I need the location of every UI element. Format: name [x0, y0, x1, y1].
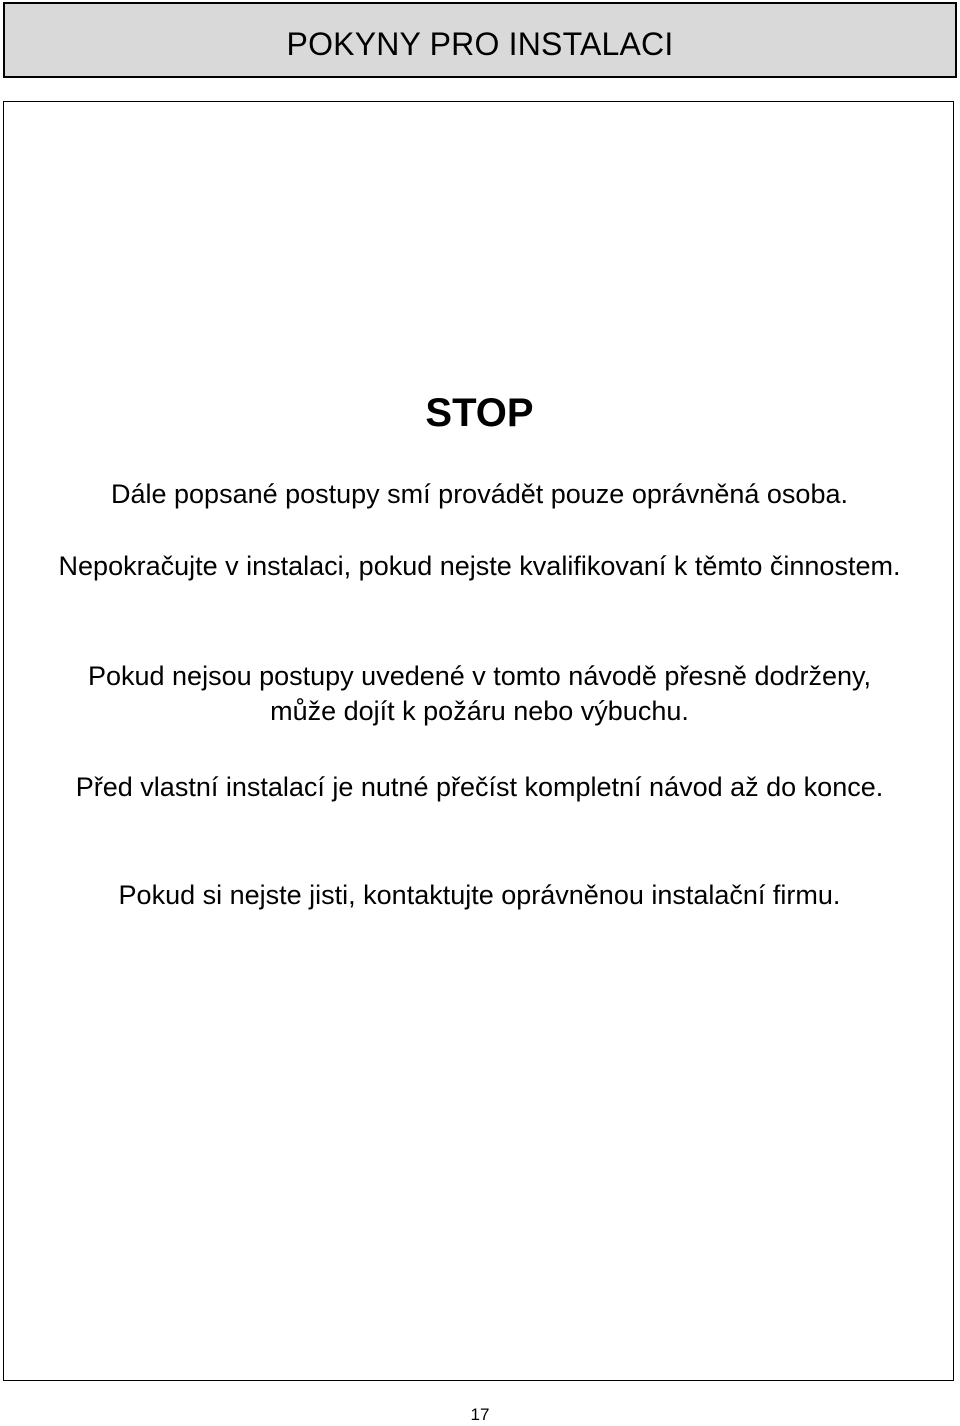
- page-number: 17: [470, 1405, 490, 1424]
- section-title: POKYNY PRO INSTALACI: [286, 26, 674, 62]
- notice-paragraph-read-manual: Před vlastní instalací je nutné přečíst kompletní návod až do konce.: [75, 772, 884, 802]
- section-header: [3, 2, 957, 78]
- notice-paragraph-qualified: Nepokračujte v instalaci, pokud nejste kvalifikovaní k těmto činnostem.: [58, 551, 901, 581]
- notice-paragraph-contact: Pokud si nejste jisti, kontaktujte oprávněnou instalační firmu.: [118, 880, 841, 910]
- stop-notice-box: [3, 101, 954, 1381]
- stop-heading: STOP: [425, 391, 534, 435]
- notice-paragraph-authorized: Dále popsané postupy smí provádět pouze oprávněná osoba.: [110, 479, 848, 509]
- notice-paragraph-fire-risk: Pokud nejsou postupy uvedené v tomto návodě přesně dodrženy, může dojít k požáru nebo výbuchu.: [87, 661, 872, 726]
